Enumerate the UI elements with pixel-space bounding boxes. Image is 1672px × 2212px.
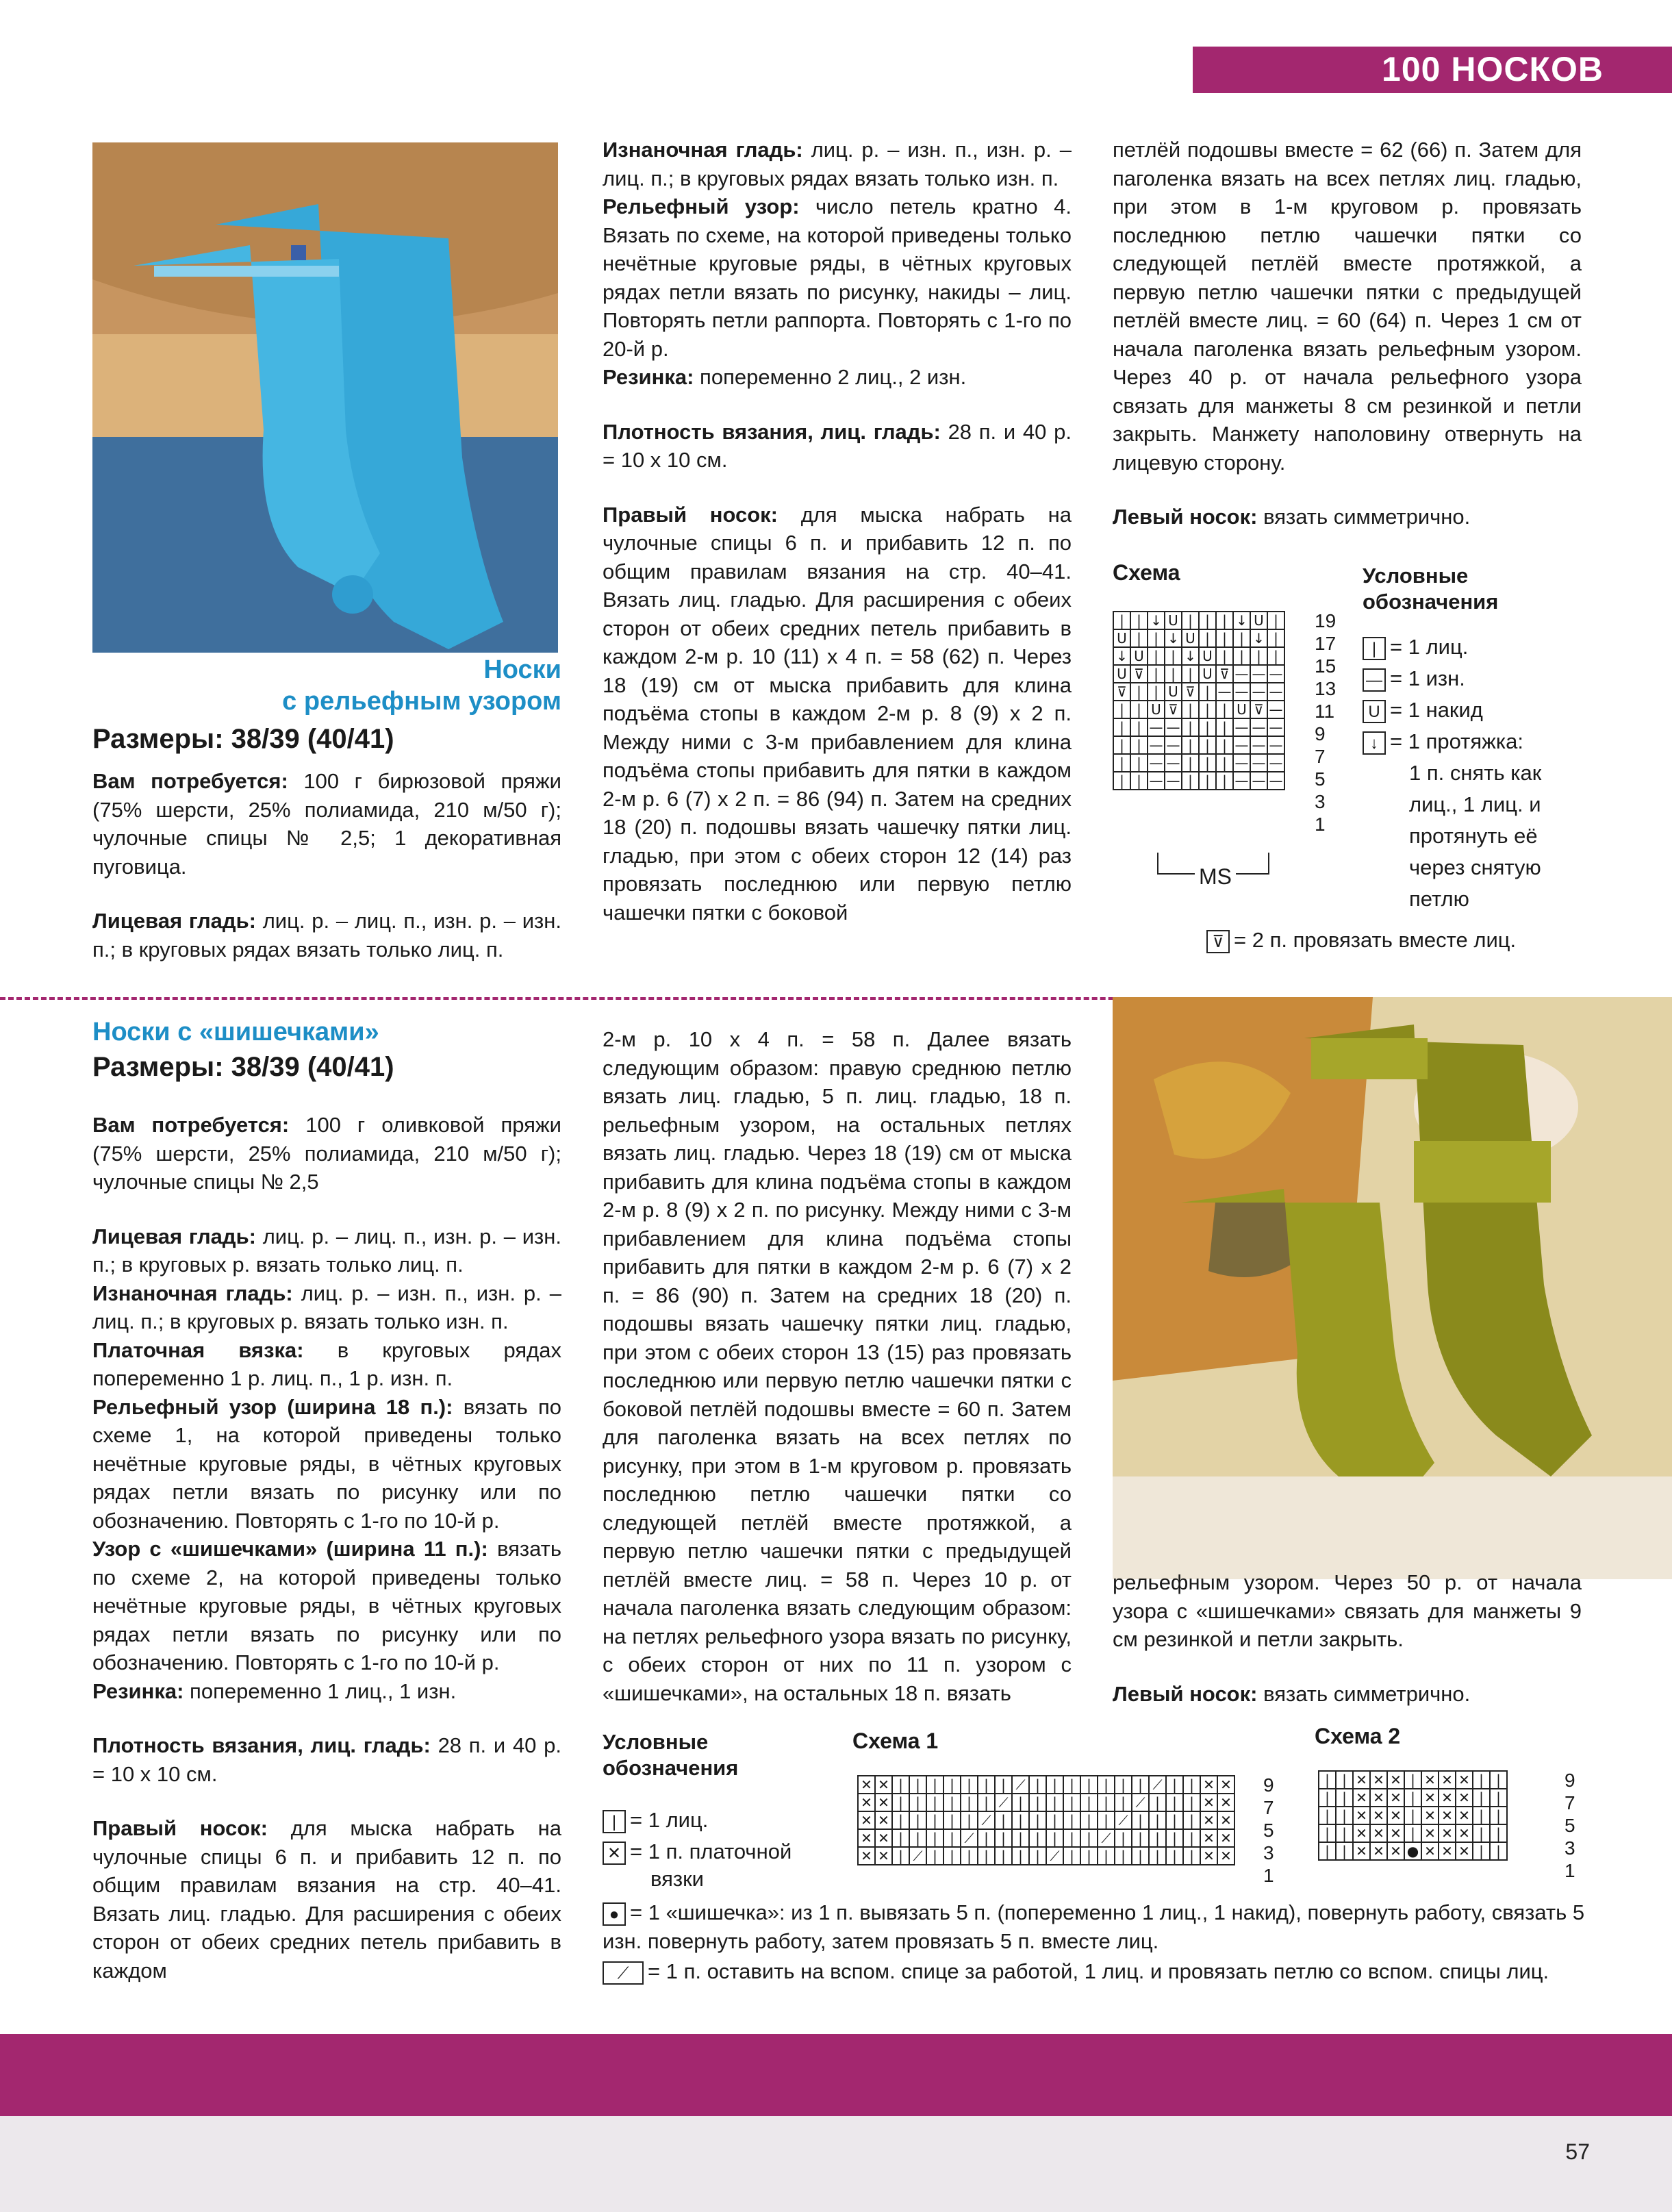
magazine-title: 100 НОСКОВ <box>1382 50 1604 88</box>
olive-socks-photo <box>1113 997 1672 1579</box>
row-num: 3 <box>1315 791 1326 812</box>
left-sock-text: вязать симметрично. <box>1263 505 1471 529</box>
row-num: 5 <box>1565 1815 1575 1836</box>
reverse-label: Изнаночная гладь: <box>603 138 803 162</box>
legend-purl: = 1 изн. <box>1390 666 1465 690</box>
row-num: 9 <box>1315 723 1326 744</box>
right2-ending: рельефным узором. Через 50 р. от начала узора с «шишечками» связать для манжеты 9 см резинкой и петли закрыть. <box>1113 1570 1582 1651</box>
row-num: 9 <box>1263 1774 1274 1796</box>
legend-slip-desc: лиц., 1 лиц. и <box>1409 792 1541 816</box>
k2tog-symbol-icon: ⊽ <box>1206 930 1230 953</box>
bobble-label: Узор с «шишечками» (ширина 11 п.): <box>92 1537 488 1561</box>
row-num: 1 <box>1315 814 1326 835</box>
cable-symbol-icon: ⟋ <box>603 1961 644 1985</box>
stitch-chart <box>1113 611 1285 790</box>
chart1-title: Схема 1 <box>852 1729 939 1753</box>
reverse-text: лиц. р. – изн. п., изн. р. – лиц. п.; в круговых рядах вязать только изн. п. <box>603 138 1072 190</box>
footer-band <box>0 2034 1672 2116</box>
article2-sizes: Размеры: 38/39 (40/41) <box>92 1052 394 1082</box>
row-num: 7 <box>1315 746 1326 767</box>
chart-row-numbers <box>1315 609 1336 835</box>
row-num: 9 <box>1565 1770 1575 1791</box>
chart2-row-numbers <box>1565 1769 1575 1882</box>
row-num: 13 <box>1315 678 1337 699</box>
legend2-garter-cont: вязки <box>650 1867 704 1891</box>
row-num: 7 <box>1263 1797 1274 1818</box>
article1-title-line2: с рельефным узором <box>282 687 561 716</box>
reverse2-label: Изнаночная гладь: <box>92 1281 293 1305</box>
legend2-cable-row <box>603 1957 1595 1986</box>
row-num: 5 <box>1315 768 1326 790</box>
legend2-knit: = 1 лиц. <box>630 1808 709 1832</box>
row-num: 7 <box>1565 1792 1575 1813</box>
article1-col1 <box>92 767 561 964</box>
legend2-list <box>603 1805 791 1895</box>
article1-col3 <box>1113 136 1582 531</box>
chart2-title: Схема 2 <box>1315 1724 1401 1748</box>
stockinette-text: лиц. р. – лиц. п., изн. р. – изн. п.; в круговых рядах вязать только лиц. п. <box>92 909 561 962</box>
right2-text: для мыска набрать на чулочные спицы 6 п. и прибавить 12 п. по общим правилам вязания на стр. 40–41. Вязать лиц. гладью. Для расширения с обеих сторон от обеих средних петель прибавить в каждом <box>92 1816 561 1983</box>
row-num: 5 <box>1263 1820 1274 1841</box>
chart1-row-numbers <box>1263 1774 1274 1887</box>
magazine-header-band <box>1193 47 1672 93</box>
relief-label: Рельефный узор: <box>603 194 800 218</box>
row-num: 1 <box>1565 1860 1575 1881</box>
materials2-label: Вам потребуется: <box>92 1113 290 1137</box>
bobble-symbol-icon: ● <box>603 1902 626 1926</box>
materials2-text: 100 г оливковой пряжи (75% шерсти, 25% полиамида, 210 м/50 г); чулочные спицы № 2,5 <box>92 1113 561 1194</box>
row-num: 1 <box>1263 1865 1274 1886</box>
row-num: 3 <box>1263 1842 1274 1863</box>
legend-slip-desc: петлю <box>1409 887 1469 911</box>
turquoise-socks-photo <box>92 142 558 653</box>
legend2-bobble-row <box>603 1898 1595 1956</box>
page-number: 57 <box>1565 2139 1590 2164</box>
legend2-cable: = 1 п. оставить на вспом. спице за работой, 1 лиц. и провязать петлю со вспом. спицы лиц. <box>648 1959 1549 1983</box>
rib2-text: попеременно 1 лиц., 1 изн. <box>190 1679 457 1703</box>
gauge2-label: Плотность вязания, лиц. гладь: <box>92 1733 431 1757</box>
legend2-bobble: = 1 «шишечка»: из 1 п. вывязать 5 п. (попеременно 1 лиц., 1 накид), повернуть работу, связать 5 изн. повернуть работу, затем провязать 5 п. вместе лиц. <box>603 1900 1585 1953</box>
footer-light-strip <box>0 2116 1672 2212</box>
article1-title-line1: Носки <box>483 655 561 684</box>
stockinette2-text: лиц. р. – лиц. п., изн. р. – изн. п.; в круговых р. вязать только лиц. п. <box>92 1224 561 1277</box>
repeat-label: MS <box>1195 864 1236 890</box>
purl-symbol-icon: — <box>1363 668 1386 692</box>
article2-col3 <box>1113 1568 1582 1708</box>
row-num: 11 <box>1315 701 1335 722</box>
legend-yo: = 1 накид <box>1390 698 1483 722</box>
legend2-garter: = 1 п. платочной <box>630 1839 792 1863</box>
right2-label: Правый носок: <box>92 1816 268 1840</box>
legend-k2tog: = 2 п. провязать вместе лиц. <box>1234 928 1517 952</box>
stitch-chart-grid: | | ↓ U | | | ↓ U | U | | ↓ U | | | ↓ | ↓ U | | ↓ U | | | | U ⊽ | | | U ⊽ — — — ⊽ | | U ⊽ | — — — — | | U ⊽ | | | U ⊽ — | | — — | | | — — — | | — — | | | — — — | | — — | | | — — — | | — — | | | — — — <box>1113 611 1285 790</box>
legend-slip: = 1 протяжка: <box>1390 729 1523 753</box>
legend-slip-desc: протянуть её <box>1409 824 1538 848</box>
chart1-grid: ✕ ✕ | | | | | | | ⟋ | | | | | | | ⟋ | | ✕ ✕ ✕ ✕ | | | | | | ⟋ | | | | | | | ⟋ | | | ✕ ✕ ✕ ✕ | | | | | ⟋ | | | | | | | ⟋ | | | | ✕ ✕ ✕ ✕ | | | | ⟋ | | | | | | | ⟋ | | | | | ✕ ✕ ✕ ✕ | ⟋ | | | | | | | ⟋ | | | | | | | | ✕ ✕ <box>857 1775 1235 1865</box>
stockinette-label: Лицевая гладь: <box>92 909 256 933</box>
legend-k2tog-row <box>1206 925 1516 956</box>
article1-col2 <box>603 136 1072 927</box>
garter-text: в круговых рядах попеременно 1 р. лиц. п., 1 р. изн. п. <box>92 1337 561 1390</box>
materials-label: Вам потребуется: <box>92 769 288 793</box>
right-sock-continued: петлёй подошвы вместе = 62 (66) п. Затем для паголенка вязать на всех петлях лиц. гладью, при этом в 1-м круговом р. провязать последнюю петлю чашечки пятки со следующей петлёй вместе протяжкой, а первую петлю чашечки пятки с предыдущей петлёй вместе лиц. = 60 (64) п. Через 1 см от начала паголенка вязать рельефным узором. Через 40 р. от начала рельефного узора связать для манжеты 8 см резинкой и петли закрыть. Манжету наполовину отвернуть на лицевую сторону. <box>1113 138 1582 475</box>
chart2-grid: | | ✕ ✕ ✕ | ✕ ✕ ✕ | | | | ✕ ✕ ✕ | ✕ ✕ ✕ | | | | ✕ ✕ ✕ | ✕ ✕ ✕ | | | | ✕ ✕ ✕ | ✕ ✕ ✕ | | | | ✕ ✕ ✕ ● ✕ ✕ ✕ | | <box>1318 1770 1508 1861</box>
article2-title: Носки с «шишечками» <box>92 1018 379 1046</box>
legend-title: Условные обозначения <box>1363 564 1499 614</box>
rib2-label: Резинка: <box>92 1679 184 1703</box>
right2-continued: 2-м р. 10 х 4 п. = 58 п. Далее вязать следующим образом: правую среднюю петлю вязать лиц. гладью, 5 п. лиц. гладью, 18 п. рельефным узором, на остальных петлях вязать лиц. гладью. Через 18 (19) см от мыска прибавить для клина подъёма стопы в каждом 2-м р. 8 (9) х 2 п. по рисунку. Между ними с 3-м прибавлением для клина подъёма стопы прибавить для пятки в каждом 2-м р. 6 (7) х 2 п. = 86 (90) п. Затем на средних 18 (20) п. подошвы вязать чашечку пятки лиц. гладью, при этом с обеих сторон 13 (15) раз провязать последнюю или первую петлю чашечки пятки с боковой петлёй подошвы вместе = 60 п. Затем для паголенка вязать на всех петлях по рисунку, при этом в 1-м круговом р. провязать последнюю петлю чашечки пятки со следующей петлёй вместе протяжкой, а первую петлю чашечки пятки с предыдущей петлёй вместе лиц. = 58 п. Через 10 р. от начала паголенка вязать следующим образом: на петлях рельефного узора вязать по рисунку, с обеих сторон от них по 11 п. узором с «шишечками», на остальных 18 п. вязать <box>603 1027 1072 1705</box>
left2-text: вязать симметрично. <box>1263 1681 1471 1706</box>
slip-symbol-icon: ↓ <box>1363 731 1386 755</box>
row-num: 17 <box>1315 633 1337 654</box>
right-sock-text: для мыска набрать на чулочные спицы 6 п. и прибавить 12 п. по общим правилам вязания на стр. 40–41. Вязать лиц. гладью. Для расширения с обеих сторон от обеих средних петель прибавить в каждом 2-м р. 10 (11) х 4 п. = 58 (62) п. Через 18 (19) см от мыска прибавить для клина подъёма стопы в каждом 2-м р. 8 (9) х 2 п. Между ними с 3-м прибавлением для клина подъёма стопы прибавить для пятки в каждом 2-м р. 6 (7) х 2 п. = 86 (94) п. Затем на средних 18 (20) п. подошвы вязать чашечку пятки лиц. гладью, при этом с обеих сторон 12 (14) раз провязать последнюю или первую петлю чашечки пятки с боковой <box>603 502 1072 925</box>
article1-photo-title <box>137 654 561 717</box>
article2-col2 <box>603 1025 1072 1707</box>
stockinette2-label: Лицевая гладь: <box>92 1224 256 1248</box>
legend-slip-desc: 1 п. снять как <box>1409 761 1542 785</box>
rib-text: попеременно 2 лиц., 2 изн. <box>700 365 967 389</box>
right-sock-label: Правый носок: <box>603 502 778 527</box>
left2-label: Левый носок: <box>1113 1681 1258 1706</box>
bobble-text: вязать по схеме 2, на которой приведены только нечётные круговые ряды, в чётных круговых рядах петли вязать по рисунку или по обозначению. Повторять с 1-го по 10-й р. <box>92 1537 561 1674</box>
reverse2-text: лиц. р. – изн. п., изн. р. – лиц. п.; в круговых р. вязать только изн. п. <box>92 1281 561 1333</box>
row-num: 15 <box>1315 655 1337 677</box>
chart2 <box>1318 1770 1508 1861</box>
knit-symbol-icon: | <box>1363 637 1386 660</box>
legend2-title: Условные обозначения <box>603 1730 739 1780</box>
left-sock-label: Левый носок: <box>1113 505 1258 529</box>
row-num: 19 <box>1315 610 1337 631</box>
legend-knit: = 1 лиц. <box>1390 635 1469 659</box>
article1-sizes: Размеры: 38/39 (40/41) <box>92 724 394 754</box>
row-num: 3 <box>1565 1837 1575 1859</box>
article2-col1 <box>92 1111 561 1985</box>
garter-symbol-icon: ✕ <box>603 1842 626 1865</box>
gauge2-text: 28 п. и 40 р. = 10 х 10 см. <box>92 1733 561 1786</box>
yarn-over-symbol-icon: U <box>1363 700 1386 723</box>
chart1 <box>857 1775 1235 1865</box>
materials-text: 100 г бирюзовой пряжи (75% шерсти, 25% полиамида, 210 м/50 г); чулочные спицы № 2,5; 1 декоративная пуговица. <box>92 769 562 879</box>
relief2-text: вязать по схеме 1, на которой приведены только нечётные круговые ряды, в чётных круговых рядах петли вязать по рисунку или по обозначению. Повторять с 1-го по 10-й р. <box>92 1394 561 1533</box>
garter-label: Платочная вязка: <box>92 1337 304 1362</box>
rib-label: Резинка: <box>603 365 694 389</box>
gauge-text: 28 п. и 40 р. = 10 х 10 см. <box>603 419 1072 472</box>
gauge-label: Плотность вязания, лиц. гладь: <box>603 419 941 444</box>
relief2-label: Рельефный узор (ширина 18 п.): <box>92 1394 453 1419</box>
legend-list <box>1363 631 1595 915</box>
legend-slip-desc: через снятую <box>1409 855 1541 879</box>
relief-text: число петель кратно 4. Вязать по схеме, на которой приведены только нечётные круговые ряды, в чётных круговых рядах петли вязать по рисунку, накиды – лиц. Повторять петли раппорта. Повторять с 1-го по 20-й р. <box>603 194 1072 361</box>
knit-symbol-icon: | <box>603 1810 626 1833</box>
chart-title: Схема <box>1113 560 1180 585</box>
